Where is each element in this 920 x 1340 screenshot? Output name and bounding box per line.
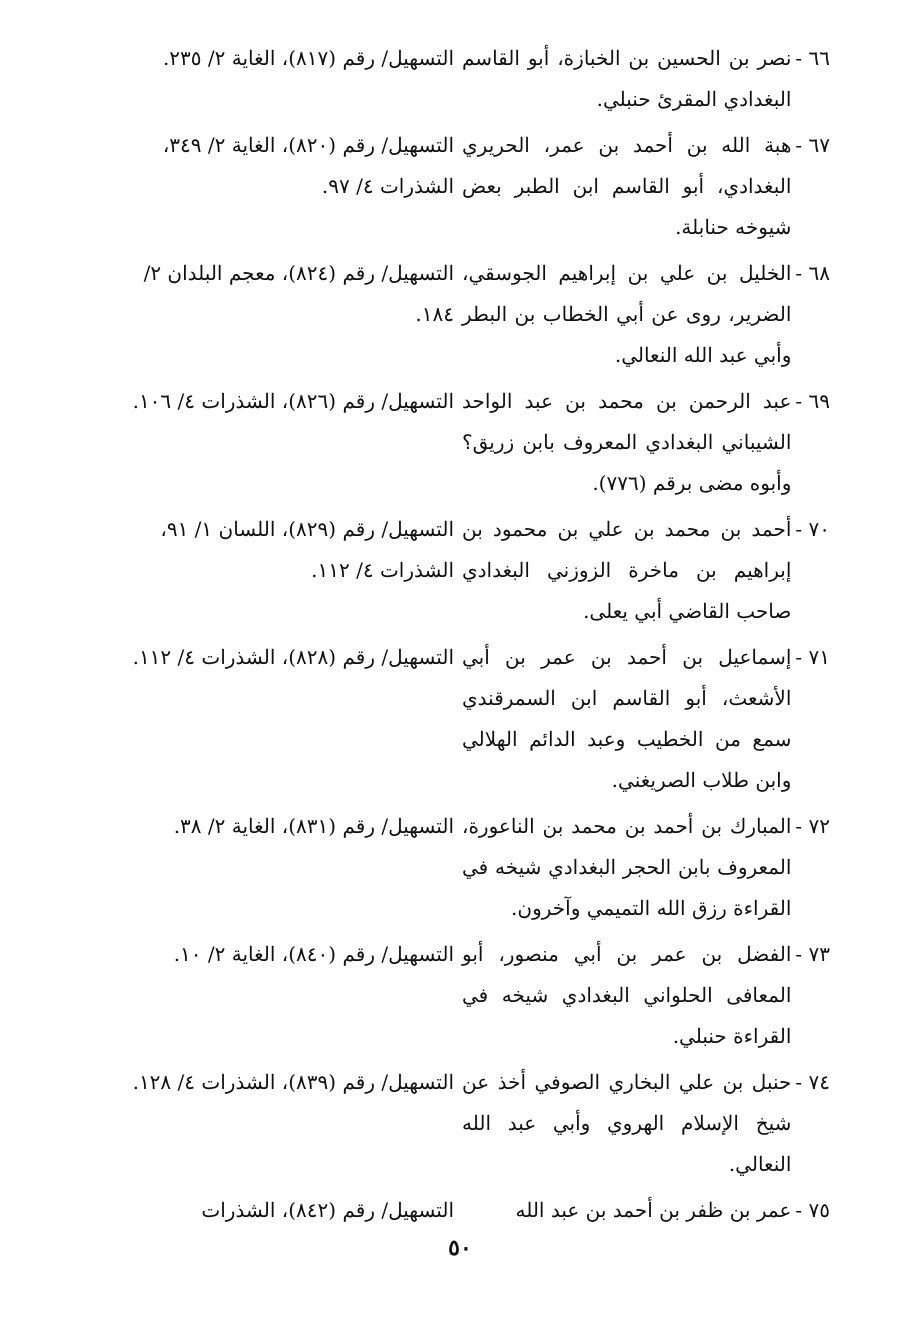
entry-text: المبارك بن أحمد بن محمد بن الناعورة، المعروف بابن الحجر البغدادي شيخه في القراءة رزق الله التميمي وآخرون. — [462, 814, 792, 920]
entry-source: التسهيل/ رقم (٨٢٩)، اللسان ١/ ٩١، الشذرات ٤/ ١١٢. — [160, 517, 454, 582]
entry-number: ٦٨ - — [795, 261, 830, 285]
entry-text: نصر بن الحسين بن الخبازة، أبو القاسم البغدادي المقرئ حنبلي. — [462, 46, 792, 111]
entry-source: التسهيل/ رقم (٨٤٢)، الشذرات — [201, 1198, 454, 1222]
entry-source: التسهيل/ رقم (٨٤٠)، الغاية ٢/ ١٠. — [173, 942, 454, 966]
entry-74 — [100, 1062, 830, 1185]
entry-number: ٦٦ - — [795, 46, 830, 70]
page-number: ٥٠ — [448, 1235, 472, 1261]
entry-69 — [100, 381, 830, 504]
entry-text: الخليل بن علي بن إبراهيم الجوسقي، الضرير، روى عن أبي الخطاب بن البطر وأبي عبد الله النعالي. — [462, 261, 792, 367]
entry-source: التسهيل/ رقم (٨٣٩)، الشذرات ٤/ ١٢٨. — [132, 1070, 454, 1094]
entry-text: الفضل بن عمر بن أبي منصور، أبو المعافى الحلواني البغدادي شيخه في القراءة حنبلي. — [462, 942, 792, 1048]
entry-71 — [100, 637, 830, 801]
entry-68 — [100, 253, 830, 376]
entry-source: التسهيل/ رقم (٨٢٦)، الشذرات ٤/ ١٠٦. — [132, 389, 454, 413]
entry-number: ٧٣ - — [795, 942, 830, 966]
entry-source: التسهيل/ رقم (٨٢٠)، الغاية ٢/ ٣٤٩، الشذرات ٤/ ٩٧. — [162, 133, 454, 198]
entry-67 — [100, 125, 830, 248]
entry-main — [462, 38, 830, 120]
entry-source: التسهيل/ رقم (٨٣١)، الغاية ٢/ ٣٨. — [173, 814, 454, 838]
entry-main — [462, 509, 830, 632]
entry-main — [462, 806, 830, 929]
entry-text: عمر بن ظفر بن أحمد بن عبد الله — [515, 1198, 792, 1222]
entry-main — [462, 934, 830, 1057]
entry-75 — [100, 1190, 830, 1231]
entry-72 — [100, 806, 830, 929]
entry-main — [462, 381, 830, 504]
entry-main — [462, 637, 830, 801]
entry-number: ٧١ - — [795, 645, 830, 669]
entry-70 — [100, 509, 830, 632]
entry-text: عبد الرحمن بن محمد بن عبد الواحد الشيباني البغدادي المعروف بابن زريق؟ وأبوه مضى برقم (٧٧٦). — [462, 389, 792, 495]
entry-source: التسهيل/ رقم (٨٢٨)، الشذرات ٤/ ١١٢. — [132, 645, 454, 669]
entry-number: ٦٩ - — [795, 389, 830, 413]
entry-text: هبة الله بن أحمد بن عمر، الحريري البغدادي، أبو القاسم ابن الطبر بعض شيوخه حنابلة. — [462, 133, 792, 239]
entry-text: إسماعيل بن أحمد بن عمر بن أبي الأشعث، أبو القاسم ابن السمرقندي سمع من الخطيب وعبد الدائم الهلالي وابن طلاب الصريغني. — [462, 645, 792, 792]
entry-main — [462, 1190, 830, 1231]
entry-text: أحمد بن محمد بن علي بن محمود بن إبراهيم بن ماخرة الزوزني البغدادي صاحب القاضي أبي يعلى. — [462, 517, 792, 623]
entry-main — [462, 1062, 830, 1185]
entry-main — [462, 253, 830, 376]
entry-number: ٧٢ - — [795, 814, 830, 838]
entry-number: ٧٤ - — [795, 1070, 830, 1094]
entry-73 — [100, 934, 830, 1057]
entry-66 — [100, 38, 830, 120]
entry-number: ٧٠ - — [795, 517, 830, 541]
entry-text: حنبل بن علي البخاري الصوفي أخذ عن شيخ الإسلام الهروي وأبي عبد الله النعالي. — [462, 1070, 792, 1176]
entry-main — [462, 125, 830, 248]
entry-number: ٧٥ - — [795, 1198, 830, 1222]
entry-source: التسهيل/ رقم (٨٢٤)، معجم البلدان ٢/ ١٨٤. — [143, 261, 454, 326]
entry-source: التسهيل/ رقم (٨١٧)، الغاية ٢/ ٢٣٥. — [162, 46, 454, 70]
biographical-entries-list — [100, 38, 830, 1236]
entry-number: ٦٧ - — [795, 133, 830, 157]
